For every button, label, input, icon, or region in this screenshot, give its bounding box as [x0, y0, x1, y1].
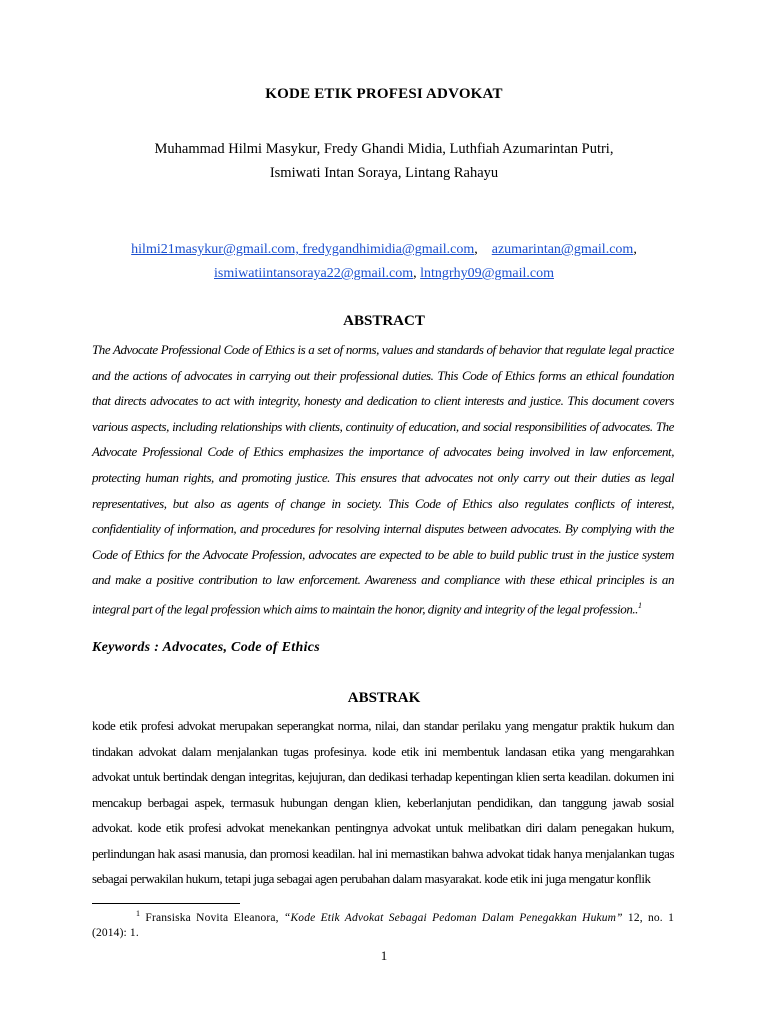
- email-link-3[interactable]: ismiwatiintansoraya22@gmail.com: [214, 266, 414, 281]
- footnote-divider: [92, 903, 240, 904]
- abstract-body: The Advocate Professional Code of Ethics is a set of norms, values and standards of behavior that regulate legal practice and the actions of advocates in carrying out their professional duties. This Code of Ethics forms an ethical foundation that directs advocates to act with integrity, honesty and dedication to client interests and justice. This document covers various aspects, including relationships with clients, continuity of education, and social responsibilities of advocates. The Advocate Professional Code of Ethics emphasizes the importance of advocates being involved in law enforcement, protecting human rights, and promoting justice. This ensures that advocates not only carry out their duties as legal representatives, but also as agents of change in society. This Code of Ethics also regulates conflicts of interest, confidentiality of information, and procedures for resolving internal disputes between advocates. By complying with the Code of Ethics for the Advocate Profession, advocates are expected to be able to build public trust in the justice system and make a positive contribution to law enforcement. Awareness and compliance with these ethical principles is an integral part of the legal profession which aims to maintain the honor, dignity and integrity of the legal profession..: [92, 342, 674, 617]
- paper-title: KODE ETIK PROFESI ADVOKAT: [265, 86, 503, 102]
- keywords-line: Keywords : Advocates, Code of Ethics: [92, 640, 321, 655]
- email-link-4[interactable]: lntngrhy09@gmail.com: [420, 266, 554, 281]
- email-separator: ,: [633, 242, 637, 257]
- footnote-title: “Kode Etik Advokat Sebagai Pedoman Dalam Penegakkan Hukum”: [283, 911, 623, 924]
- email-separator: ,: [413, 266, 417, 281]
- author-line-1: Muhammad Hilmi Masykur, Fredy Ghandi Midia, Luthfiah Azumarintan Putri,: [154, 141, 614, 157]
- author-list: [0, 137, 768, 185]
- abstrak-heading: ABSTRAK: [347, 690, 421, 706]
- abstract-paragraph: [92, 337, 674, 622]
- footnote-author: Fransiska Novita Eleanora,: [140, 911, 284, 924]
- email-link-2[interactable]: azumarintan@gmail.com: [491, 242, 634, 257]
- footnote-number: 1: [136, 909, 141, 918]
- abstrak-paragraph: kode etik profesi advokat merupakan seperangkat norma, nilai, dan standar perilaku yang mengatur praktik hukum dan tindakan advokat dalam menjalankan tugas profesinya. kode etik ini membentuk landasan etika yang mengarahkan advokat untuk bertindak dengan integritas, kejujuran, dan dedikasi terhadap kepentingan klien serta keadilan. dokumen ini mencakup berbagai aspek, termasuk hubungan dengan klien, keberlanjutan pendidikan, dan tanggung jawab sosial advokat. kode etik profesi advokat menekankan pentingnya advokat untuk melibatkan diri dalam penegakan hukum, perlindungan hak asasi manusia, dan promosi keadilan. hal ini memastikan bahwa advokat tidak hanya menjalankan tugas sebagai perwakilan hukum, tetapi juga sebagai agen perubahan dalam masyarakat. kode etik ini juga mengatur konflik: [92, 718, 674, 886]
- footnote: [92, 906, 674, 941]
- abstract-heading: ABSTRACT: [343, 313, 425, 329]
- email-link-1[interactable]: hilmi21masykur@gmail.com, fredygandhimidia@gmail.com: [131, 242, 475, 257]
- author-emails: [80, 238, 688, 286]
- footnote-citation: 12, no. 1 (2014): 1.: [92, 911, 674, 939]
- page-number: 1: [380, 948, 388, 963]
- author-line-2: Ismiwati Intan Soraya, Lintang Rahayu: [269, 165, 499, 181]
- email-separator: ,: [474, 242, 478, 257]
- footnote-reference[interactable]: 1: [638, 600, 642, 610]
